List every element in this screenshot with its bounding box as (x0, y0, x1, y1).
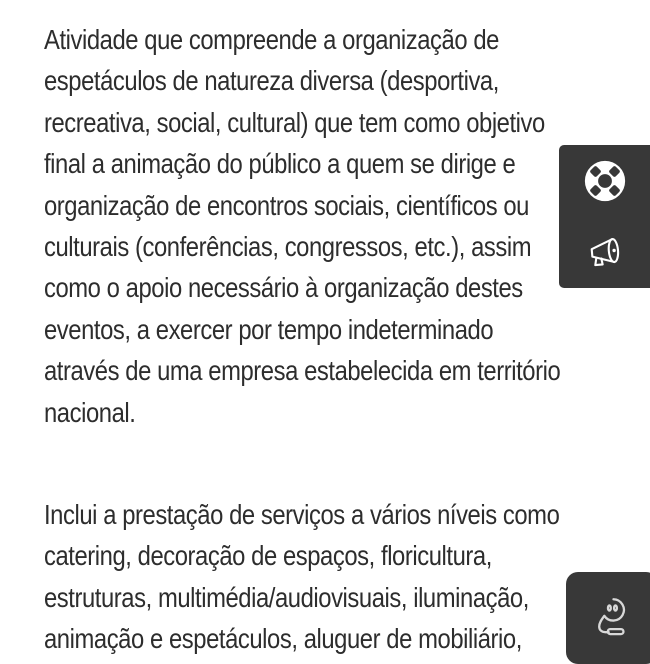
text-line: culturais (conferências, congressos, etc.), assim (44, 231, 532, 263)
text-line: estruturas, multimédia/audiovisuais, iluminação, (44, 581, 529, 613)
text-line: catering, decoração de espaços, floricultura, (44, 540, 492, 572)
paragraph-1 (44, 19, 560, 433)
text-line: nacional. (44, 396, 136, 428)
text-line: Inclui a prestação de serviços a vários níveis como (44, 499, 560, 531)
text-line: final a animação do público a quem se dirige e (44, 148, 516, 180)
text-line: Atividade que compreende a organização de (44, 24, 499, 55)
announcements-button[interactable] (559, 217, 650, 289)
text-line: como o apoio necessário à organização destes (44, 272, 523, 304)
side-toolbar (559, 145, 650, 288)
text-line: eventos, a exercer por tempo indeterminado (44, 313, 494, 345)
text-line: animação e espetáculos, aluguer de mobiliário, (44, 623, 522, 655)
text-line: organização de encontros sociais, científicos ou (44, 189, 529, 221)
article-text (44, 19, 560, 660)
text-line: espetáculos de natureza diversa (desportiva, (44, 65, 499, 97)
paragraph-2 (44, 494, 560, 660)
text-line: através de uma empresa estabelecida em território (44, 355, 561, 387)
megaphone-icon (581, 228, 629, 276)
life-ring-icon (582, 158, 628, 204)
help-button[interactable] (559, 145, 650, 217)
chat-assistant-button[interactable] (566, 572, 650, 664)
text-line: recreativa, social, cultural) que tem como objetivo (44, 106, 545, 138)
chatbot-e-icon (593, 596, 633, 644)
